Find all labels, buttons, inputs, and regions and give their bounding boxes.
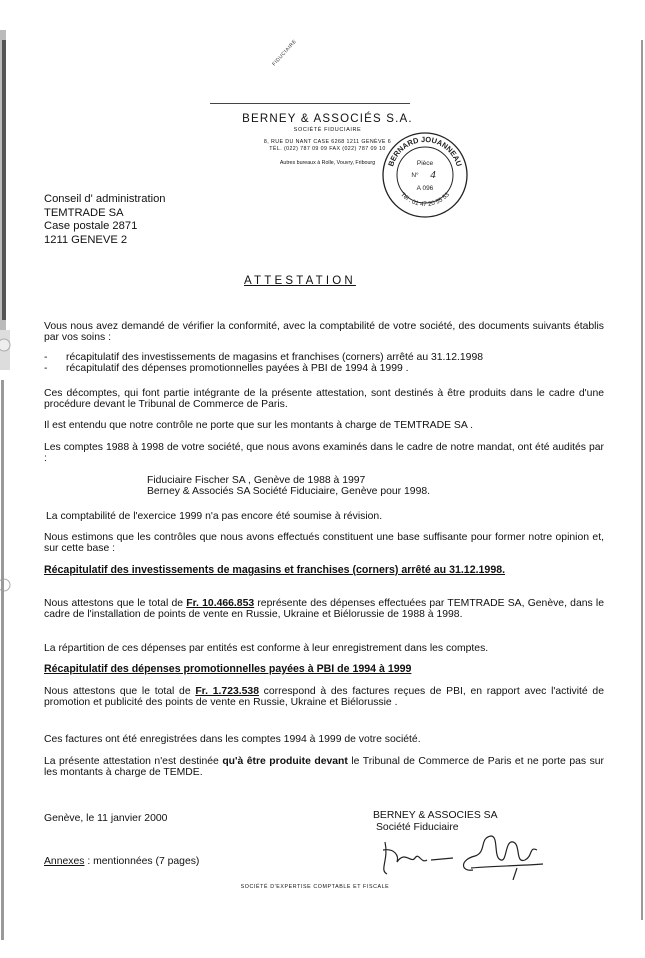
paragraph-audits: Les comptes 1988 à 1998 de votre société, que nous avons examinés dans le cadre de notre mandat, ont été audités par : (44, 442, 604, 464)
list-item: - récapitulatif des investissements de magasins et franchises (corners) arrêté au 31.12.1998 (44, 352, 483, 363)
firm-name: BERNEY & ASSOCIÉS S.A. (242, 113, 413, 125)
auditor-line: Berney & Associés SA Société Fiduciaire, Genève pour 1998. (147, 486, 431, 497)
firm-address-line1: 8, RUE DU NANT CASE 6268 1211 GENÈVE 6 (263, 139, 392, 145)
paragraph-restriction (44, 756, 604, 778)
annexes-note (44, 856, 199, 867)
corner-stamp: FIDUCIAIRE (271, 38, 299, 68)
text-run: Nous attestons que le total de (44, 598, 187, 609)
paragraph-opinion: Nous estimons que les contrôles que nous avons effectués constituent une base suffisante pour former notre opinion et, sur cette base : (44, 532, 604, 554)
signatory-type: Société Fiduciaire (376, 822, 459, 833)
list-item-text: récapitulatif des investissements de magasins et franchises (corners) arrêté au 31.12.1998 (66, 352, 483, 363)
paragraph-invoices: Ces factures ont été enregistrées dans les comptes 1994 à 1999 de votre société. (44, 734, 421, 745)
handwritten-signatures (375, 830, 545, 880)
recipient-line: Case postale 2871 (44, 220, 138, 232)
text-run: correspond à des factures reçues de PBI, en rapport avec l'activité de promotion et publicité des points de vente en Russie, Ukraine et Biélorussie . (44, 686, 604, 708)
text-run: Nous attestons que le total de (44, 686, 196, 697)
paragraph-purpose: Ces décomptes, qui font partie intégrante de la présente attestation, sont destinés à être produits dans le cadre d'une procédure devant le Tribunal de Commerce de Paris. (44, 388, 604, 410)
paragraph-scope: Il est entendu que notre contrôle ne porte que sur les montants à charge de TEMTRADE SA . (44, 420, 473, 431)
seal-name: BERNARD JOUANNEAU (386, 134, 464, 168)
text-run-emphasis: qu'à être produite devant (222, 756, 348, 767)
paragraph-breakdown: La répartition de ces dépenses par entités est conforme à leur enregistrement dans les comptes. (44, 643, 489, 654)
paragraph-promotion-total (44, 686, 604, 708)
letterhead-footer: SOCIÉTÉ D'EXPERTISE COMPTABLE ET FISCALE (240, 884, 390, 890)
seal-piece-label: Pièce (416, 160, 434, 167)
scan-edge-left (0, 0, 14, 958)
annexes-text: : mentionnées (7 pages) (84, 856, 200, 867)
firm-other-offices: Autres bureaux à Rolle, Vouvry, Fribourg (279, 160, 376, 166)
firm-phone-line: TÉL. (022) 787 09 09 FAX (022) 787 09 10 (269, 146, 386, 152)
seal-number-value: 4 (430, 169, 436, 181)
recipient-line: 1211 GENEVE 2 (44, 233, 128, 246)
section-heading-investments: Récapitulatif des investissements de magasins et franchises (corners) arrêté au 31.12.1998. (44, 564, 506, 576)
scan-edge-right (637, 0, 645, 958)
text-run: représente des dépenses effectuées par TEMTRADE SA, Genève, dans le cadre de l'installation de points de vente en Russie, Ukraine et Biélorussie de 1988 à 1998. (44, 598, 604, 620)
annexes-label: Annexes (44, 856, 85, 867)
amount-promotion: Fr. 1.723.538 (195, 686, 259, 697)
recipient-line: TEMTRADE SA (44, 206, 124, 219)
document-title: ATTESTATION (244, 275, 356, 287)
place-date: Genève, le 11 janvier 2000 (44, 813, 168, 824)
firm-type: SOCIÉTÉ FIDUCIAIRE (293, 127, 362, 133)
auditor-line: Fiduciaire Fischer SA , Genève de 1988 à 1997 (147, 475, 366, 486)
signatory-firm: BERNEY & ASSOCIES SA (373, 810, 498, 821)
paragraph-investments-total (44, 598, 604, 620)
recipient-line: Conseil d' administration (44, 193, 166, 205)
list-item-text: récapitulatif des dépenses promotionnelles payées à PBI de 1994 à 1999 . (66, 363, 409, 374)
letterhead-rule (210, 103, 410, 104)
section-heading-promotion: Récapitulatif des dépenses promotionnelles payées à PBI de 1994 à 1999 (44, 663, 412, 675)
recipient-address (44, 193, 166, 247)
svg-text:Tél : 01 47 20 55 53 (399, 191, 451, 208)
seal-phone: Tél : 01 47 20 55 53 (399, 191, 451, 209)
lawyer-seal-stamp (380, 130, 470, 220)
paragraph-request: Vous nous avez demandé de vérifier la conformité, avec la comptabilité de votre société, des documents suivants établis par vos soins : (44, 321, 604, 343)
text-run: La présente attestation n'est destinée (44, 756, 223, 767)
seal-number-label: N° (411, 172, 419, 179)
paragraph-1999: La comptabilité de l'exercice 1999 n'a pas encore été soumise à révision. (46, 511, 383, 522)
list-item: - récapitulatif des dépenses promotionnelles payées à PBI de 1994 à 1999 . (44, 363, 409, 374)
text-run: le Tribunal de Commerce de Paris et ne porte pas sur les montants à charge de TEMDE. (44, 756, 604, 778)
seal-ref: A 096 (416, 185, 434, 192)
amount-investments: Fr. 10.466.853 (186, 598, 255, 609)
